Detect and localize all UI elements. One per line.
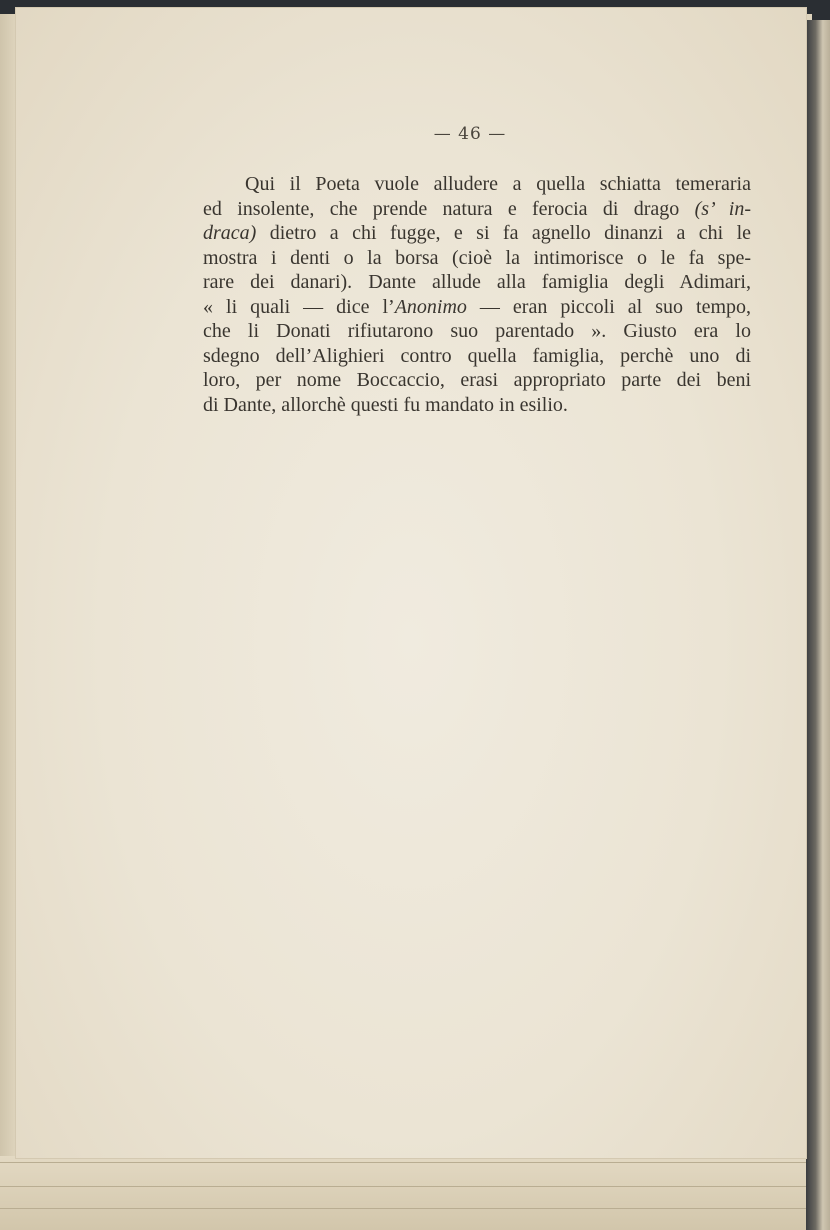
- text-line: [203, 270, 751, 295]
- text-line-content: mostra i denti o la borsa (cioè la intimorisce o le fa spe-: [203, 246, 751, 269]
- page-number: — 46 —: [433, 124, 507, 144]
- text-line: [203, 246, 751, 271]
- text-line-content: che li Donati rifiutarono suo parentado ». Giusto era lo: [203, 320, 751, 342]
- text-line-content: ed insolente, che prende natura e ferocia di drago: [203, 197, 680, 220]
- text-line: [203, 197, 751, 222]
- text-line: [203, 393, 751, 418]
- text-line: [203, 344, 751, 369]
- italic-term: draca): [203, 222, 257, 244]
- text-line: [203, 368, 751, 393]
- text-line: [203, 319, 751, 344]
- text-line-content: Qui il Poeta vuole alludere a quella schiatta temeraria: [245, 173, 751, 195]
- page-edge-line: [0, 1186, 812, 1187]
- text-line-content: — eran piccoli al suo tempo,: [479, 295, 752, 318]
- text-line-content: loro, per nome Boccaccio, erasi appropriato parte dei beni: [203, 369, 751, 391]
- text-line: [203, 295, 751, 320]
- text-line-content: sdegno dell’Alighieri contro quella famiglia, perchè uno di: [203, 344, 751, 367]
- text-line: [203, 221, 751, 246]
- bottom-page-edges: [0, 1156, 812, 1230]
- binding-edge: [806, 20, 830, 1230]
- left-page-edge: [0, 14, 16, 1230]
- text-line-content: di Dante, allorchè questi fu mandato in esilio.: [203, 393, 568, 416]
- page-edge-line: [0, 1162, 812, 1163]
- text-line-content: rare dei danari). Dante allude alla famiglia degli Adimari,: [203, 271, 751, 293]
- italic-term: (s’ in-: [694, 197, 752, 220]
- italic-term: Anonimo: [394, 295, 467, 318]
- text-line-content: « li quali — dice l’: [203, 295, 395, 318]
- text-line: [203, 172, 751, 197]
- page-edge-line: [0, 1208, 812, 1209]
- text-line-content: dietro a chi fugge, e si fa agnello dinanzi a chi le: [269, 222, 752, 244]
- body-paragraph: [203, 172, 751, 417]
